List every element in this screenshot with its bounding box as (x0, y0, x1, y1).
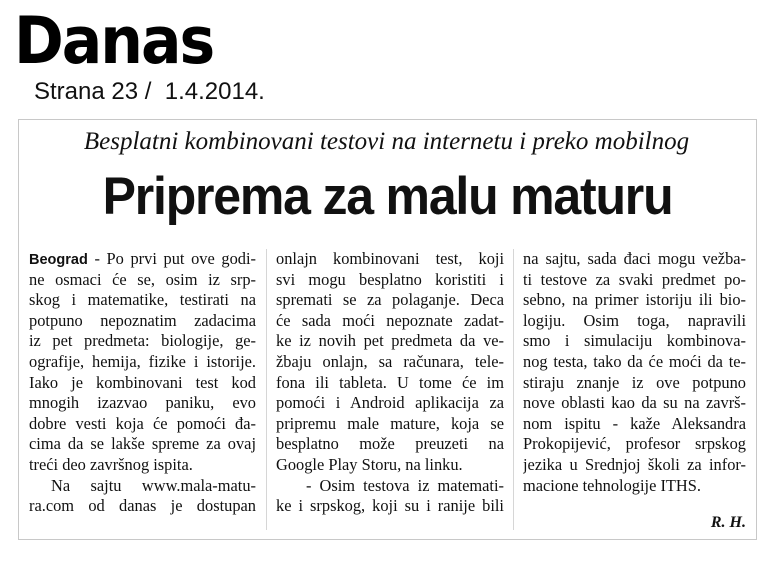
column-line: - Osim testova iz matemati- (306, 475, 504, 495)
column-line: onlajn kombinovani test, koji (276, 249, 504, 268)
article-clipping (18, 119, 757, 540)
column-line: svi mogu besplatno koristiti i (276, 269, 504, 289)
column-line: macione tehnologije ITHS. (523, 475, 701, 495)
column-divider (513, 249, 514, 530)
column-line: će sada moći nepoznate zadat- (276, 310, 504, 330)
column-line: smo i simulaciju kombinova- (523, 331, 746, 351)
column-line: cima da se lakše spreme za ovaj (29, 434, 256, 454)
column-line: Prokopijević, profesor srpskog (523, 434, 746, 454)
column-line: potpuno nepoznatim zadacima (29, 310, 256, 330)
column-line: pripremu male mature, koja se (276, 413, 504, 433)
column-line: skog i matematike, testirati na (29, 290, 256, 310)
article-headline: Priprema za malu maturu (102, 166, 673, 226)
column-line: ografije, hemija, fizike i istorije. (29, 351, 256, 371)
column-line: ne osmaci će se, osim iz srp- (29, 269, 256, 289)
column-line: Na sajtu www.mala-matu- (51, 475, 256, 495)
column-line: Iako je kombinovani test kod (29, 372, 256, 392)
article-column-1 (29, 249, 256, 517)
column-line: spremati se za polaganje. Deca (276, 290, 504, 310)
column-line: ra.com od danas je dostupan (29, 496, 256, 516)
column-line: Google Play Storu, na linku. (276, 454, 463, 474)
column-line: iz pet predmeta: biologije, ge- (29, 331, 256, 351)
column-line: dobre vesti koja će pomoći đa- (29, 413, 256, 433)
column-line: ke i srpskog, koji su i ranije bili (276, 496, 504, 516)
column-line: besplatno može preuzeti na (276, 434, 504, 454)
column-line: žbaju onlajn, sa računara, tele- (276, 351, 504, 371)
article-subtitle: Besplatni kombinovani testovi na internetu i preko mobilnog (83, 128, 690, 155)
column-line: mnogih izazvao paniku, evo (29, 393, 256, 413)
column-line: stiraju znanje iz ove potpuno (523, 372, 746, 392)
article-column-3 (523, 249, 746, 496)
column-line: jezika u Srednjoj školi za infor- (523, 454, 746, 474)
column-line: fona ili tableta. U tome će im (276, 372, 504, 392)
page-reference: Strana 23 / 1.4.2014. (34, 78, 265, 105)
column-line: ti testove za svaki predmet po- (523, 269, 746, 289)
column-line: treći deo završnog ispita. (29, 454, 193, 474)
author-signature: R. H. (710, 514, 746, 531)
column-line: Beograd - Po prvi put ove godi- (29, 249, 256, 268)
column-line: pomoći i Android aplikacija za (276, 393, 504, 413)
column-line: ke iz novih pet predmeta da ve- (276, 331, 504, 351)
column-line: nom ispitu - kaže Aleksandra (523, 413, 746, 433)
column-line: logiju. Osim toga, napravili (523, 310, 746, 330)
column-divider (266, 249, 267, 530)
column-line: sebno, na primer istoriju ili bio- (523, 290, 746, 310)
column-line: nove oblasti kao da su na završ- (523, 393, 746, 413)
dateline: Beograd (29, 252, 88, 268)
column-line: nog testa, tako da će moći da te- (523, 351, 746, 371)
column-line: na sajtu, sada đaci mogu vežba- (523, 249, 746, 268)
article-column-2 (276, 249, 504, 517)
newspaper-logo: Danas (14, 3, 214, 80)
